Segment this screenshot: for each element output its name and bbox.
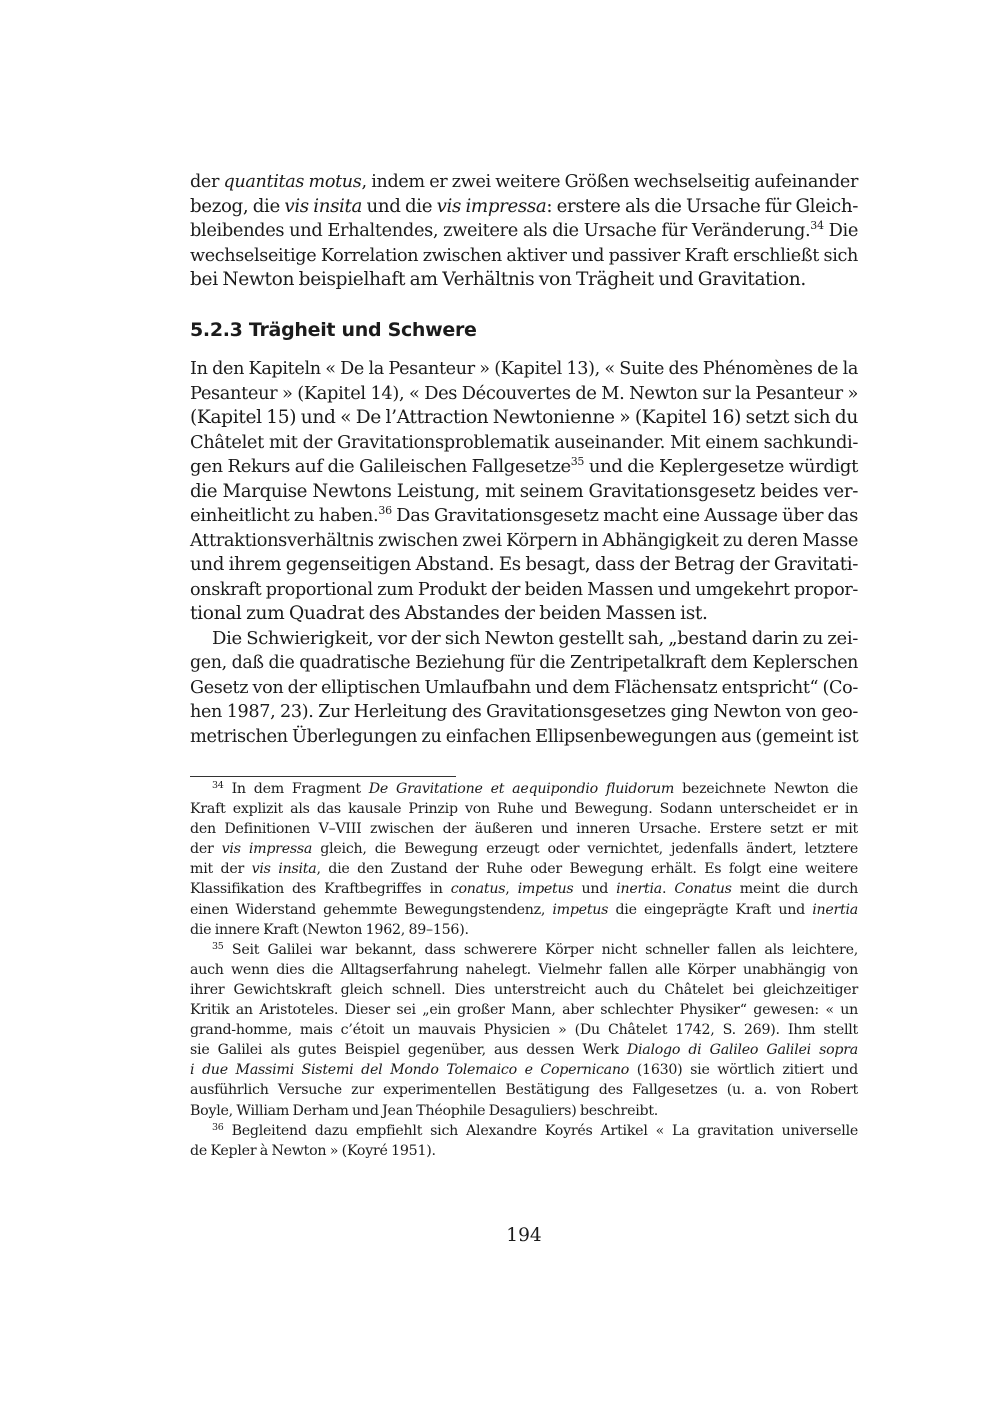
text-line: ihrer Gewichtskraft gleich schnell. Dies unterstreicht auch du Châtelet bei gleichzeitiger [190,981,858,998]
text-span: . [661,881,675,898]
footnote-marker[interactable]: 35 [570,455,585,468]
italic-term: vis insita [251,861,317,878]
italic-term: vis impressa [436,195,547,217]
text-line: die innere Kraft (Newton 1962, 89–156). [190,921,469,938]
italic-term: vis insita [284,195,362,217]
text-line: grand-homme, mais c’étoit un mauvais Physicien » (Du Châtelet 1742, S. 269). Ihm stellt [190,1022,858,1039]
text-span: gen Rekurs auf die Galileischen Fallgesetze [190,456,571,477]
text-span: , die den Zustand der Ruhe oder Bewegung erhält. Es folgt eine weitere [316,861,859,878]
text-span: Seit Galilei war bekannt, dass schwerere Körper nicht schneller fallen als leichtere, [223,941,858,958]
text-line: Kritik an Aristoteles. Dieser sei „ein großer Mann, aber schlechter Physiker“ gewesen: « un [190,1002,858,1019]
italic-term: Dialogo di Galileo Galilei sopra [626,1042,858,1059]
section-heading: 5.2.3 Trägheit und Schwere [190,319,477,341]
text-line: auch wenn dies die Alltagserfahrung nahelegt. Vielmehr fallen alle Körper unabhängig von [190,961,858,978]
text-span: : erstere als die Ursache für Gleich- [546,195,858,217]
text-line: In den Kapiteln « De la Pesanteur » (Kapitel 13), « Suite des Phénomènes de la [190,359,858,379]
text-span: einen Widerstand gehemmte Bewegungstendenz, [190,901,553,918]
text-line [190,940,858,960]
text-line [190,504,858,529]
text-span: der [190,841,222,858]
text-line: gen, daß die quadratische Beziehung für die Zentripetalkraft dem Keplerschen [190,653,858,673]
text-line: (Kapitel 15) und « De l’Attraction Newtonienne » (Kapitel 16) setzt sich du [190,407,858,428]
footnote-34 [190,779,858,940]
text-line: ausführlich Versuche zur experimentellen Bestätigung des Fallgesetzes (u. a. von Robert [190,1082,858,1099]
footnote-number: 34 [212,780,224,791]
text-line: Attraktionsverhältnis zwischen zwei Körpern in Abhängigkeit zu deren Masse [190,529,859,551]
italic-term: i due Massimi Sistemi del Mondo Tolemaico e Copernicano [190,1062,630,1079]
text-line: Pesanteur » (Kapitel 14), « Des Découvertes de M. Newton sur la Pesanteur » [190,382,858,404]
text-span: (1630) sie wörtlich zitiert und [629,1062,858,1079]
text-span: der [190,172,224,192]
text-line: onskraft proportional zum Produkt der beiden Massen und umgekehrt propor- [190,579,858,600]
text-line: Kraft explizit als das kausale Prinzip von Ruhe und Bewegung. Sodann unterscheidet er in [190,801,858,818]
text-line [190,1060,858,1080]
text-line: die Marquise Newtons Leistung, mit seinem Gravitationsgesetz beides ver- [190,480,858,502]
text-span: Die [823,220,859,241]
text-span: Das Gravitationsgesetz macht eine Aussage über das [391,505,858,526]
italic-term: inertia [616,881,662,898]
page-number: 194 [506,1225,542,1246]
italic-term: impetus [517,881,574,898]
text-line: wechselseitige Korrelation zwischen aktiver und passiver Kraft erschließt sich [190,245,858,266]
footnotes [190,779,858,1161]
text-line: Die Schwierigkeit, vor der sich Newton gestellt sah, „bestand darin zu zei- [212,627,858,649]
text-span: sie Galilei als gutes Beispiel gegenüber, aus dessen Werk [190,1042,627,1059]
footnote-35 [190,940,858,1121]
text-line [190,779,858,799]
text-line [190,195,858,220]
text-span: , indem er zwei weitere Größen wechselseitig aufeinander [361,172,858,192]
text-line [190,219,858,244]
text-span: mit der [190,861,252,878]
text-span: und die Keplergesetze würdigt [584,456,858,477]
text-line: und ihrem gegenseitigen Abstand. Es besagt, dass der Betrag der Gravitati- [190,554,858,575]
text-span: , [505,881,518,898]
text-line [190,859,858,879]
text-span: In dem Fragment [223,781,369,797]
text-line [190,455,858,480]
italic-term: conatus [450,881,506,898]
footnote-marker[interactable]: 34 [810,219,824,232]
text-span: und die [361,195,437,217]
text-span: bezeichnete Newton die [674,781,858,797]
text-span: die eingeprägte Kraft und [608,901,813,918]
text-span: einheitlicht zu haben. [190,505,379,526]
section-body [190,357,858,749]
text-line [190,900,858,920]
text-line: tional zum Quadrat des Abstandes der beiden Massen ist. [190,603,708,624]
intro-paragraph [190,170,858,293]
footnote-36 [190,1121,858,1161]
italic-term: Conatus [674,881,732,898]
text-span: Begleitend dazu empfiehlt sich Alexandre Koyrés Artikel « La gravitation universelle [223,1122,858,1139]
text-line [190,839,858,859]
text-line: den Definitionen V–VIII zwischen der äußeren und inneren Ursache. Erstere setzt er mit [190,821,858,838]
footnote-number: 36 [212,1121,224,1133]
italic-term: vis impressa [221,841,313,858]
text-line [190,1121,858,1141]
text-span: gleich, die Bewegung erzeugt oder vernichtet, jedenfalls ändert, letztere [312,841,858,858]
italic-term: De Gravitatione et aequipondio fluidorum [368,781,675,797]
text-line: Châtelet mit der Gravitationsproblematik auseinander. Mit einem sachkundi- [190,431,858,453]
text-line: de Kepler à Newton » (Koyré 1951). [190,1142,436,1159]
italic-term: quantitas motus [223,172,362,192]
footnote-separator [190,776,456,777]
text-line [190,879,858,899]
text-span: meint die durch [731,881,858,898]
text-span: bezog, die [190,195,285,217]
italic-term: impetus [552,901,609,918]
text-line [190,170,858,195]
text-span: und [573,881,617,898]
paragraph [190,627,858,750]
text-line [190,1040,858,1060]
italic-term: inertia [812,901,859,918]
paragraph [190,357,858,627]
text-line: Gesetz von der elliptischen Umlaufbahn und dem Flächensatz entspricht“ (Co- [190,677,858,698]
text-line: bei Newton beispielhaft am Verhältnis von Trägheit und Gravitation. [190,269,806,290]
text-span: bleibendes und Erhaltendes, zweitere als die Ursache für Veränderung. [190,220,811,241]
text-line: Boyle, William Derham und Jean Théophile Desaguliers) beschreibt. [190,1102,659,1119]
footnote-marker[interactable]: 36 [378,504,392,517]
text-line: hen 1987, 23). Zur Herleitung des Gravitationsgesetzes ging Newton von geo- [190,702,858,722]
text-span: Klassifikation des Kraftbegriffes in [190,881,451,898]
text-line: metrischen Überlegungen zu einfachen Ellipsenbewegungen aus (gemeint ist [190,725,859,747]
footnote-number: 35 [212,940,224,952]
